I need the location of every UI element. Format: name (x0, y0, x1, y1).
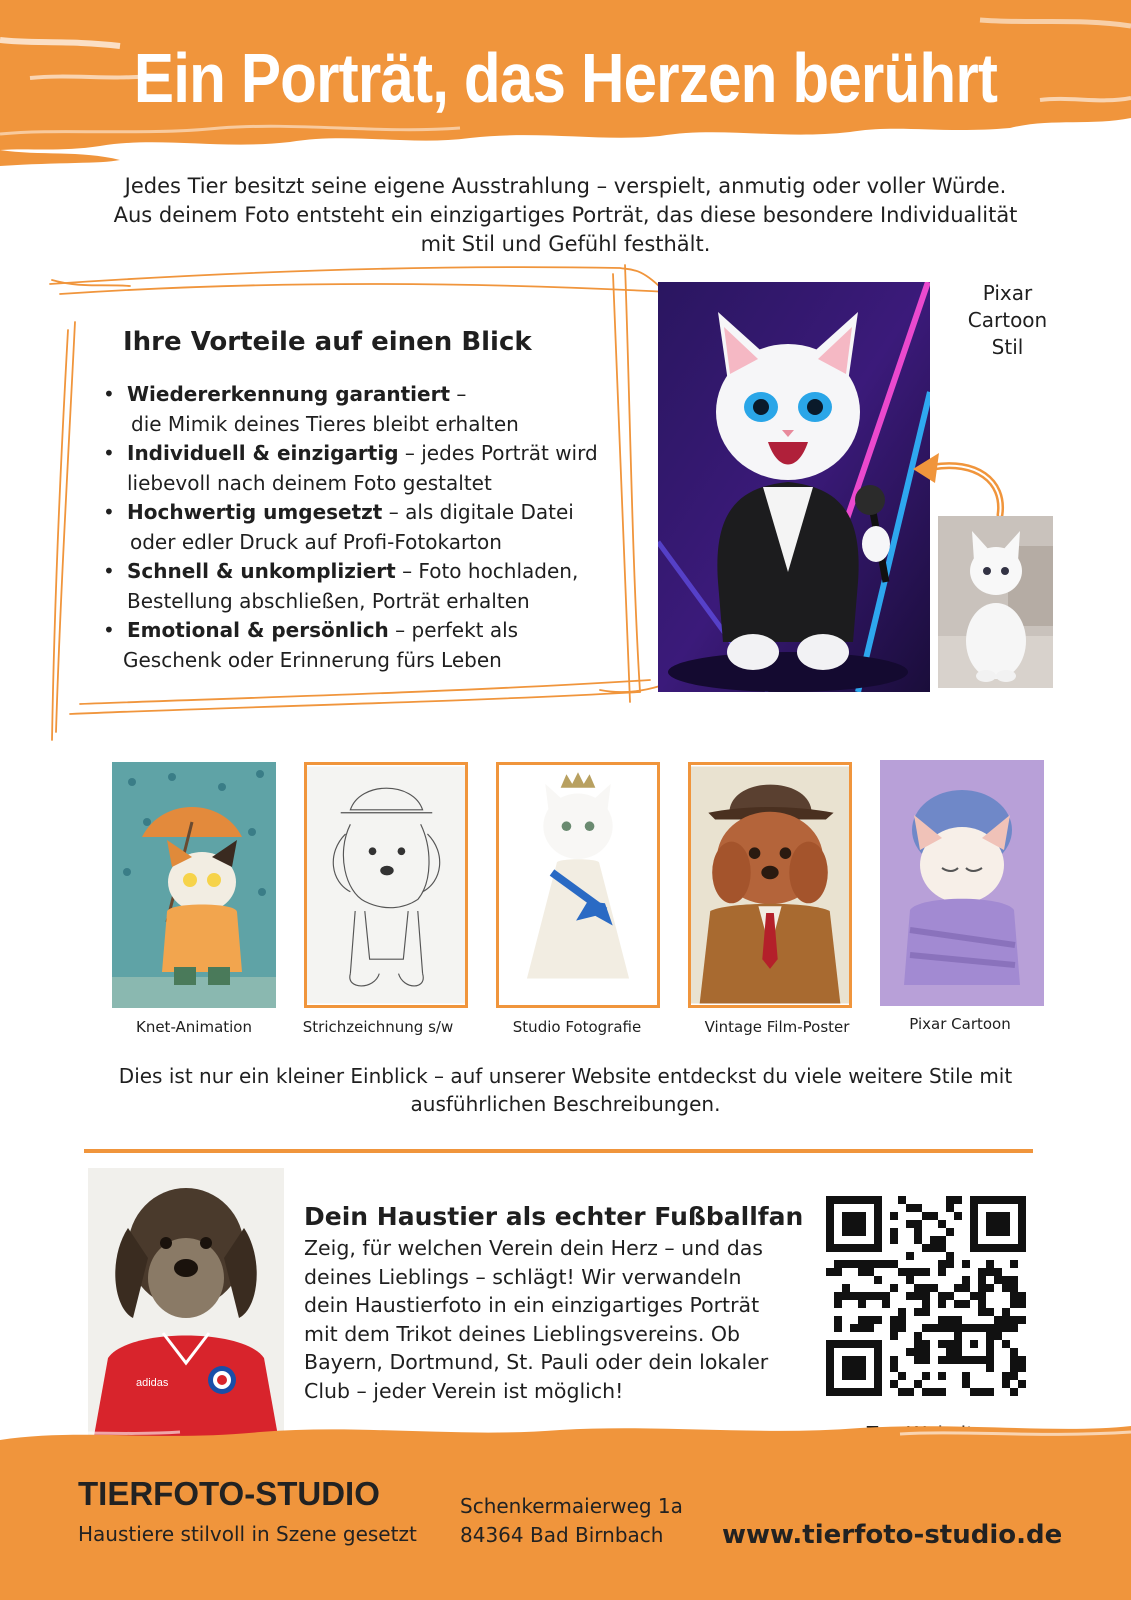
benefits-list (103, 380, 633, 675)
benefit-line (127, 498, 633, 528)
address-street: Schenkermaierweg 1a (460, 1494, 683, 1518)
benefit-item (103, 439, 633, 498)
benefit-item (103, 616, 633, 675)
hero-style-label (960, 280, 1055, 361)
style-label: Strichzeichnung s/w (302, 1018, 454, 1036)
football-dog-photo (88, 1168, 284, 1436)
benefits-title: Ihre Vorteile auf einen Blick (123, 327, 532, 357)
style-card-vintage-film-poster (688, 762, 852, 1008)
style-label: Knet-Animation (135, 1018, 252, 1036)
style-label: Studio Fotografie (512, 1018, 642, 1036)
style-card-studio-fotografie (496, 762, 660, 1008)
benefit-bold: Wiedererkennung garantiert (127, 382, 451, 406)
benefit-line2: die Mimik deines Tieres bleibt erhalten (131, 411, 519, 436)
benefit-item (103, 380, 633, 439)
benefit-line (127, 557, 633, 587)
bullet-icon: • (103, 441, 115, 465)
brand-name: TIERFOTO-STUDIO (78, 1475, 380, 1512)
football-line: Bayern, Dortmund, St. Pauli oder dein lokaler (304, 1350, 769, 1374)
intro-line: mit Stil und Gefühl festhält. (420, 232, 711, 256)
benefit-bold: Hochwertig umgesetzt (127, 500, 383, 524)
benefit-rest: – jedes Porträt wird (398, 441, 598, 465)
football-line: deines Lieblings – schlägt! Wir verwandeln (304, 1264, 742, 1289)
website-link[interactable]: www.tierfoto-studio.de (722, 1520, 1063, 1550)
benefit-bold: Emotional & persönlich (127, 618, 389, 642)
football-title: Dein Haustier als echter Fußballfan (304, 1202, 804, 1231)
intro-paragraph (60, 172, 1071, 259)
style-card-knet-animation (112, 762, 276, 1008)
brand-tagline: Haustiere stilvoll in Szene gesetzt (78, 1522, 417, 1546)
bullet-icon: • (103, 382, 115, 406)
benefit-bold: Schnell & unkompliziert (127, 559, 396, 583)
note-line: ausführlichen Beschreibungen. (410, 1092, 721, 1116)
benefit-line (127, 616, 633, 646)
hero-label-line: Pixar (982, 281, 1033, 305)
more-styles-note (60, 1062, 1071, 1118)
benefit-item (103, 557, 633, 616)
address-city: 84364 Bad Birnbach (460, 1523, 664, 1547)
football-line: mit dem Trikot deines Lieblingsvereins. Ob (304, 1321, 741, 1346)
benefit-line2: oder edler Druck auf Profi-Fotokarton (130, 529, 502, 554)
bullet-icon: • (103, 559, 115, 583)
benefit-line2: Bestellung abschließen, Porträt erhalten (127, 588, 530, 613)
benefit-rest: – als digitale Datei (382, 500, 574, 524)
bullet-icon: • (103, 618, 115, 642)
benefit-item (103, 498, 633, 557)
benefit-line (127, 380, 633, 410)
note-line: Dies ist nur ein kleiner Einblick – auf unserer Website entdeckst du viele weitere Stile mit (118, 1064, 1013, 1088)
football-line: Zeig, für welchen Verein dein Herz – und das (304, 1236, 763, 1260)
benefit-rest: – (450, 382, 467, 406)
football-line: Club – jeder Verein ist möglich! (304, 1378, 624, 1403)
bullet-icon: • (103, 500, 115, 524)
page-title: Ein Porträt, das Herzen berührt (133, 39, 998, 117)
jersey-brand-text: adidas (136, 1377, 169, 1389)
style-card-pixar-cartoon (880, 760, 1044, 1006)
benefit-rest: – perfekt als (388, 618, 519, 642)
benefit-line (127, 439, 633, 469)
intro-line: Jedes Tier besitzt seine eigene Ausstrahlung – verspielt, anmutig oder voller Würde. (124, 174, 1007, 198)
original-cat-photo (938, 516, 1053, 688)
hero-label-line: Stil (991, 335, 1024, 359)
football-description (304, 1234, 768, 1405)
curved-arrow-icon (905, 445, 1015, 525)
benefit-line2: liebevoll nach deinem Foto gestaltet (127, 470, 492, 495)
style-card-strichzeichnung (304, 762, 468, 1008)
football-line: dein Haustierfoto in ein einzigartiges Porträt (304, 1293, 760, 1317)
benefit-line2: Geschenk oder Erinnerung fürs Leben (123, 647, 502, 672)
style-label: Pixar Cartoon (909, 1015, 1011, 1033)
intro-line: Aus deinem Foto entsteht ein einzigartiges Porträt, das diese besondere Individualität (113, 203, 1018, 227)
hero-label-line: Cartoon (967, 308, 1048, 332)
qr-code[interactable] (826, 1196, 1026, 1396)
style-label: Vintage Film-Poster (704, 1018, 850, 1036)
hero-pixar-cat-image (658, 282, 930, 692)
benefit-bold: Individuell & einzigartig (127, 441, 399, 465)
benefit-rest: – Foto hochladen, (395, 559, 579, 583)
section-divider (84, 1149, 1033, 1153)
